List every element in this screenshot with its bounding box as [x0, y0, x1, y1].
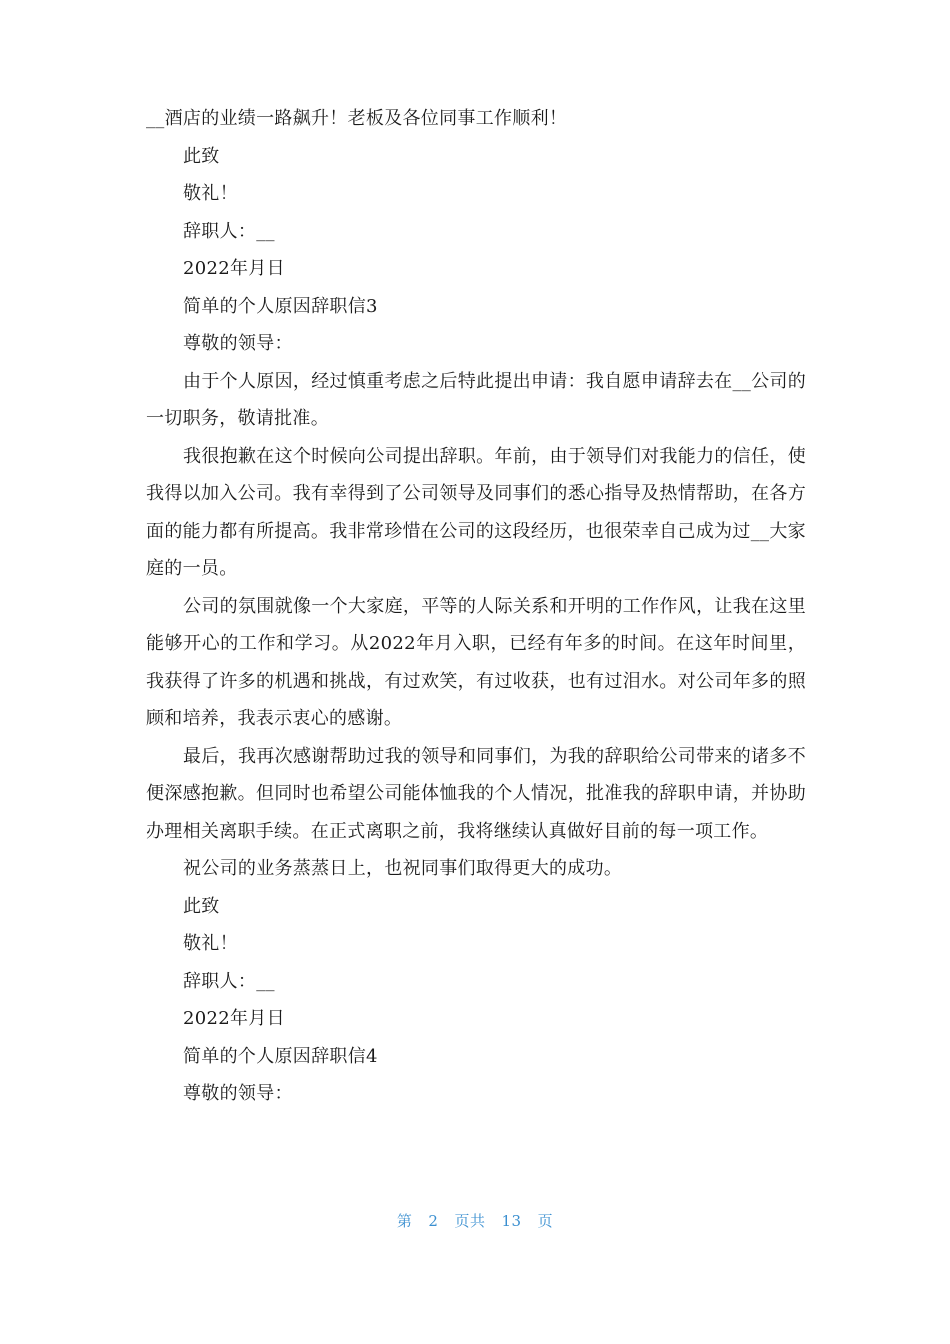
signature-line: 辞职人：__: [183, 970, 275, 992]
page-footer: [0, 1210, 950, 1231]
section-heading: 简单的个人原因辞职信4: [183, 1045, 378, 1067]
paragraph: __酒店的业绩一路飙升！老板及各位同事工作顺利！: [146, 108, 568, 129]
section-heading: 简单的个人原因辞职信3: [183, 295, 378, 317]
paragraph: 由于个人原因，经过慎重考虑之后特此提出申请：我自愿申请辞去在__公司的一切职务，敬请批准。: [146, 370, 806, 429]
paragraph: 公司的氛围就像一个大家庭，平等的人际关系和开明的工作作风，让我在这里能够开心的工作和学习。从2022年月入职，已经有年多的时间。在这年时间里，我获得了许多的机遇和挑战，有过欢笑，有过收获，也有过泪水。对公司年多的照顾和培养，我表示衷心的感谢。: [146, 595, 806, 729]
greeting: 尊敬的领导：: [183, 1083, 293, 1104]
footer-suffix: 页: [537, 1212, 554, 1230]
closing-salutation: 此致: [183, 145, 220, 167]
closing-respect: 敬礼！: [183, 183, 238, 204]
paragraph: 我很抱歉在这个时候向公司提出辞职。年前，由于领导们对我能力的信任，使我得以加入公司。我有幸得到了公司领导及同事们的悉心指导及热情帮助，在各方面的能力都有所提高。我非常珍惜在公司的这段经历，也很荣幸自己成为过__大家庭的一员。: [146, 445, 806, 579]
footer-total-pages: 13: [501, 1212, 522, 1230]
closing-respect: 敬礼！: [183, 933, 238, 954]
date-line: 2022年月日: [183, 1008, 285, 1029]
paragraph: 最后，我再次感谢帮助过我的领导和同事们，为我的辞职给公司带来的诸多不便深感抱歉。但同时也希望公司能体恤我的个人情况，批准我的辞职申请，并协助办理相关离职手续。在正式离职之前，我将继续认真做好目前的每一项工作。: [146, 745, 806, 842]
footer-middle: 页共: [454, 1212, 486, 1230]
paragraph: 祝公司的业务蒸蒸日上，也祝同事们取得更大的成功。: [183, 858, 623, 879]
document-body: [146, 100, 806, 1113]
signature-line: 辞职人：__: [183, 220, 275, 242]
date-line: 2022年月日: [183, 258, 285, 279]
closing-salutation: 此致: [183, 895, 220, 917]
footer-prefix: 第: [396, 1212, 413, 1230]
greeting: 尊敬的领导：: [183, 333, 293, 354]
footer-current-page: 2: [428, 1212, 439, 1230]
